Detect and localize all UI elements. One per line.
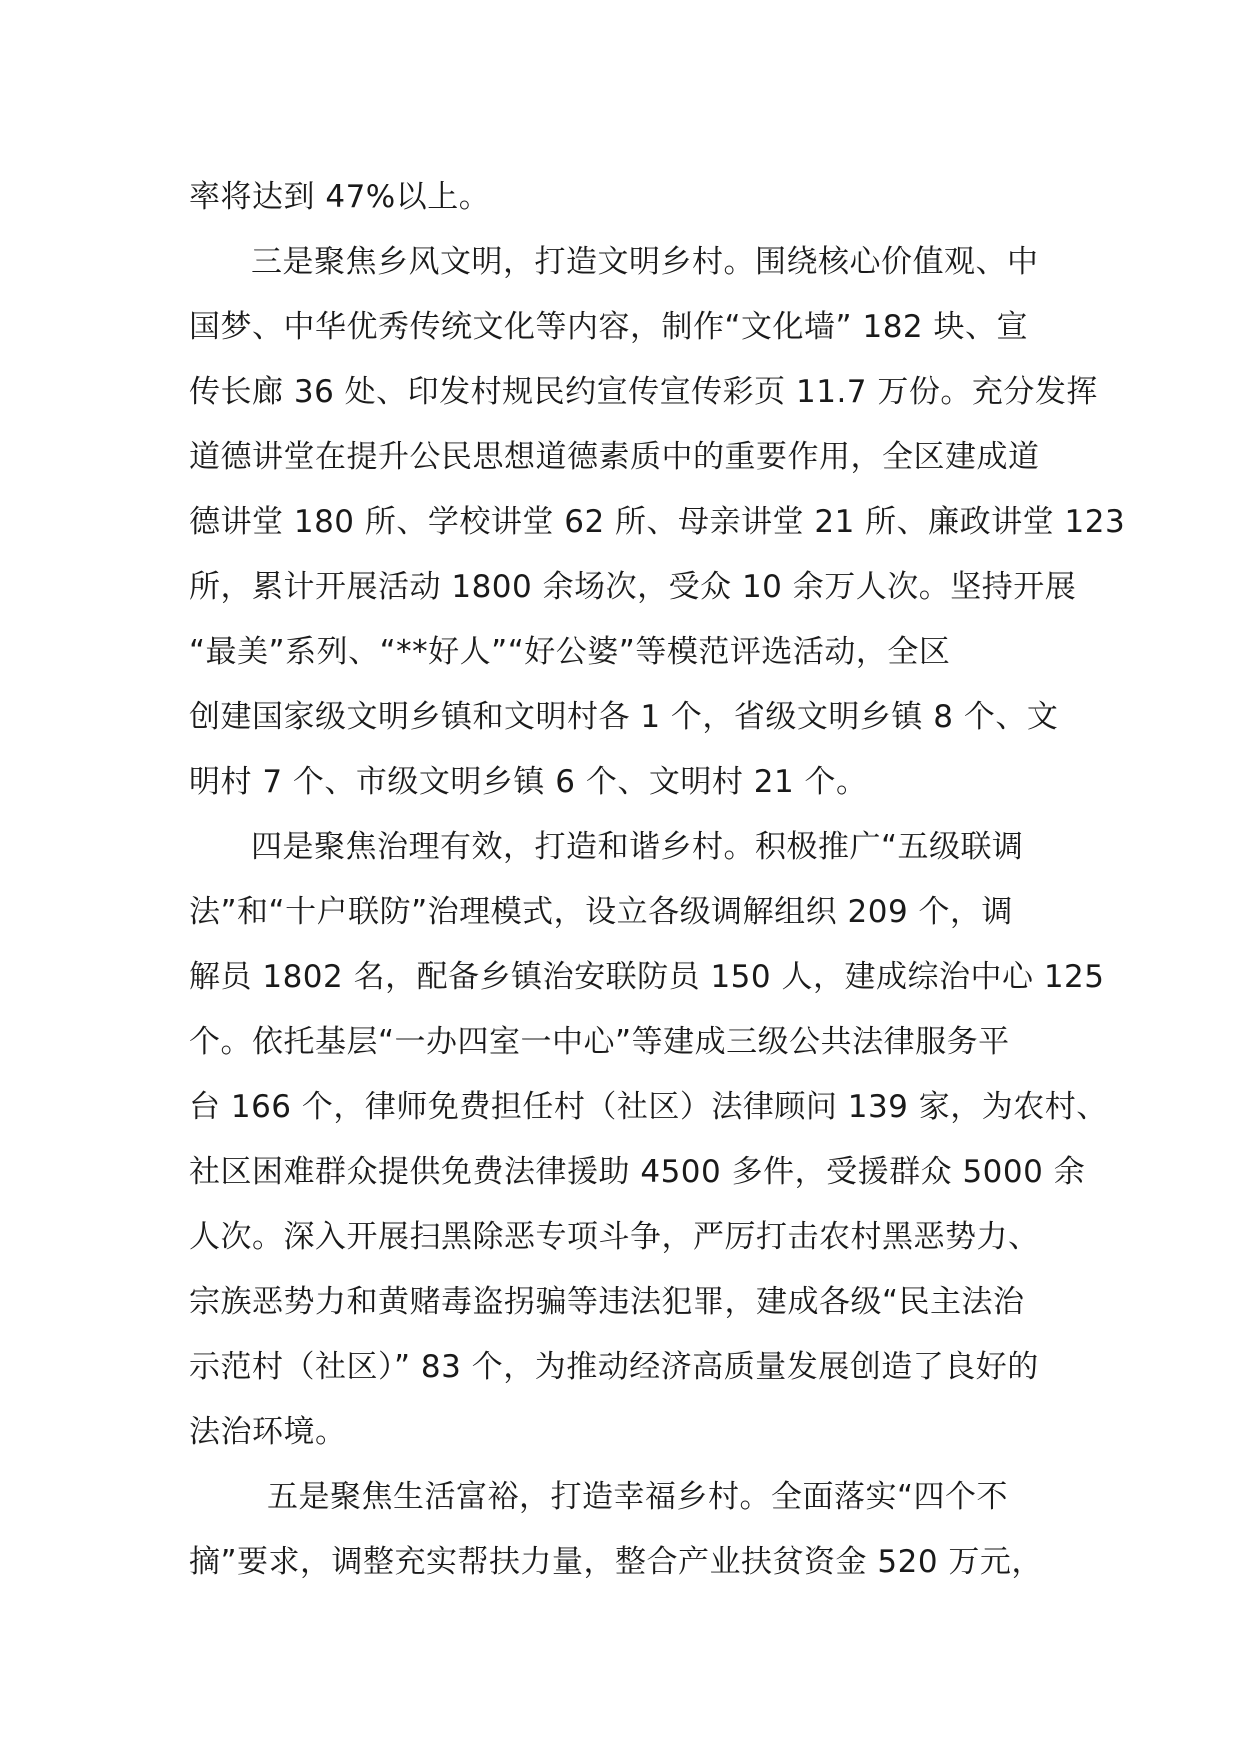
text-line: 示范村（社区）” 83 个，为推动经济高质量发展创造了良好的 [189, 1349, 1039, 1385]
text-line: 法治环境。 [189, 1414, 347, 1450]
text-line: 四是聚焦治理有效，打造和谐乡村。积极推广“五级联调 [251, 829, 1024, 865]
text-line: 法”和“十户联防”治理模式，设立各级调解组织 209 个，调 [189, 894, 1014, 930]
text-line: 明村 7 个、市级文明乡镇 6 个、文明村 21 个。 [189, 764, 868, 800]
text-line: 创建国家级文明乡镇和文明村各 1 个，省级文明乡镇 8 个、文 [189, 699, 1059, 735]
text-line: 所，累计开展活动 1800 余场次，受众 10 余万人次。坚持开展 [189, 569, 1077, 605]
text-line: 摘”要求，调整充实帮扶力量，整合产业扶贫资金 520 万元， [189, 1544, 1043, 1580]
text-line: “最美”系列、“**好人”“好公婆”等模范评选活动，全区 [189, 634, 951, 670]
text-line: 社区困难群众提供免费法律援助 4500 多件，受援群众 5000 余 [189, 1154, 1086, 1190]
body-text [189, 165, 1126, 1595]
text-line: 个。依托基层“一办四室一中心”等建成三级公共法律服务平 [189, 1024, 1010, 1060]
text-line: 台 166 个，律师免费担任村（社区）法律顾问 139 家，为农村、 [189, 1089, 1108, 1125]
text-line: 率将达到 47%以上。 [189, 179, 491, 215]
text-line: 国梦、中华优秀传统文化等内容，制作“文化墙” 182 块、宣 [189, 309, 1028, 345]
text-line: 道德讲堂在提升公民思想道德素质中的重要作用，全区建成道 [189, 439, 1040, 475]
text-line: 德讲堂 180 所、学校讲堂 62 所、母亲讲堂 21 所、廉政讲堂 123 [189, 504, 1126, 540]
text-line: 解员 1802 名，配备乡镇治安联防员 150 人，建成综治中心 125 [189, 959, 1105, 995]
text-line: 五是聚焦生活富裕，打造幸福乡村。全面落实“四个不 [267, 1479, 1009, 1515]
text-line: 传长廊 36 处、印发村规民约宣传宣传彩页 11.7 万份。充分发挥 [189, 374, 1098, 410]
text-line: 人次。深入开展扫黑除恶专项斗争，严厉打击农村黑恶势力、 [189, 1219, 1040, 1255]
text-line: 宗族恶势力和黄赌毒盗拐骗等违法犯罪，建成各级“民主法治 [189, 1284, 1025, 1320]
text-line: 三是聚焦乡风文明，打造文明乡村。围绕核心价值观、中 [251, 244, 1039, 280]
